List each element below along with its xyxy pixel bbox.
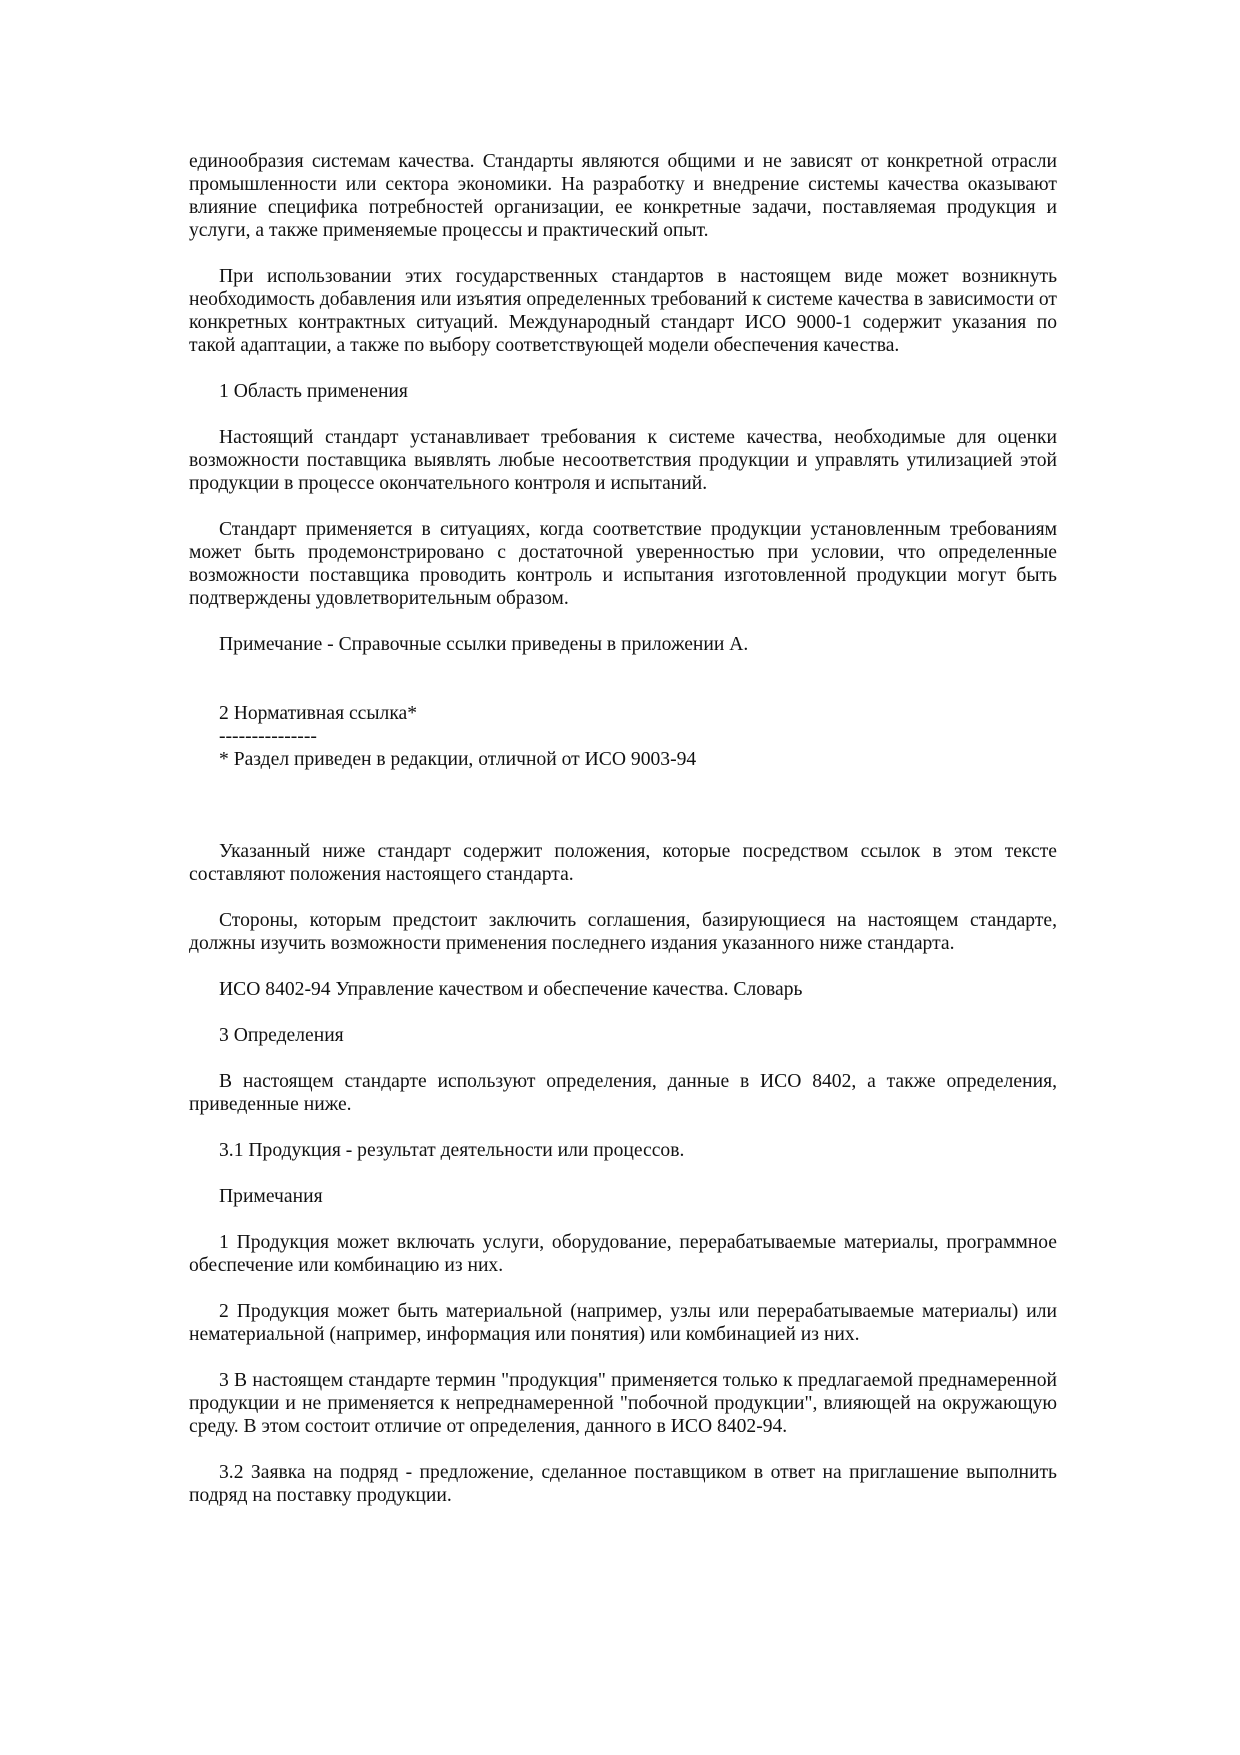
note: Примечание - Справочные ссылки приведены в приложении А. — [219, 634, 749, 655]
footnote: * Раздел приведен в редакции, отличной от ИСО 9003-94 — [219, 749, 697, 770]
paragraph: При использовании этих государственных стандартов в настоящем виде может возникнуть необходимость добавления или изъятия определенных требований к системе качества в зависимости от конкретных контрактных ситуаций. Международный стандарт ИСО 9000-1 содержит указания по такой адаптации, а также по выбору соответствующей модели обеспечения качества. — [189, 266, 1057, 356]
notes-heading: Примечания — [219, 1186, 323, 1207]
reference-item: ИСО 8402-94 Управление качеством и обеспечение качества. Словарь — [219, 979, 803, 1000]
paragraph: единообразия системам качества. Стандарты являются общими и не зависят от конкретной отрасли промышленности или сектора экономики. На разработку и внедрение системы качества оказывают влияние специфика потребностей организации, ее конкретные задачи, поставляемая продукция и услуги, а также применяемые процессы и практический опыт. — [189, 151, 1057, 241]
paragraph: Стандарт применяется в ситуациях, когда соответствие продукции установленным требованиям может быть продемонстрировано с достаточной уверенностью при условии, что определенные возможности поставщика проводить контроль и испытания изготовленной продукции могут быть подтверждены удовлетворительным образом. — [189, 519, 1057, 609]
note-item-1: 1 Продукция может включать услуги, оборудование, перерабатываемые материалы, программное обеспечение или комбинацию из них. — [189, 1232, 1057, 1276]
note-item-3: 3 В настоящем стандарте термин "продукция" применяется только к предлагаемой преднамеренной продукции и не применяется к непреднамеренной "побочной продукции", влияющей на окружающую среду. В этом состоит отличие от определения, данного в ИСО 8402-94. — [189, 1370, 1057, 1437]
paragraph: Настоящий стандарт устанавливает требования к системе качества, необходимые для оценки возможности поставщика выявлять любые несоответствия продукции и управлять утилизацией этой продукции в процессе окончательного контроля и испытаний. — [189, 427, 1057, 494]
paragraph: В настоящем стандарте используют определения, данные в ИСО 8402, а также определения, приведенные ниже. — [189, 1071, 1057, 1115]
footnote-separator: --------------- — [219, 726, 317, 747]
definition-3-1: 3.1 Продукция - результат деятельности или процессов. — [219, 1140, 685, 1161]
definition-3-2: 3.2 Заявка на подряд - предложение, сделанное поставщиком в ответ на приглашение выполнить подряд на поставку продукции. — [189, 1462, 1057, 1506]
section-heading-1: 1 Область применения — [219, 381, 408, 402]
section-heading-2: 2 Нормативная ссылка* — [219, 703, 418, 724]
paragraph: Стороны, которым предстоит заключить соглашения, базирующиеся на настоящем стандарте, должны изучить возможности применения последнего издания указанного ниже стандарта. — [189, 910, 1057, 954]
section-heading-3: 3 Определения — [219, 1025, 344, 1046]
document-body — [189, 150, 1057, 1507]
paragraph: Указанный ниже стандарт содержит положения, которые посредством ссылок в этом тексте составляют положения настоящего стандарта. — [189, 841, 1057, 885]
note-item-2: 2 Продукция может быть материальной (например, узлы или перерабатываемые материалы) или нематериальной (например, информация или понятия) или комбинацией из них. — [189, 1301, 1057, 1345]
